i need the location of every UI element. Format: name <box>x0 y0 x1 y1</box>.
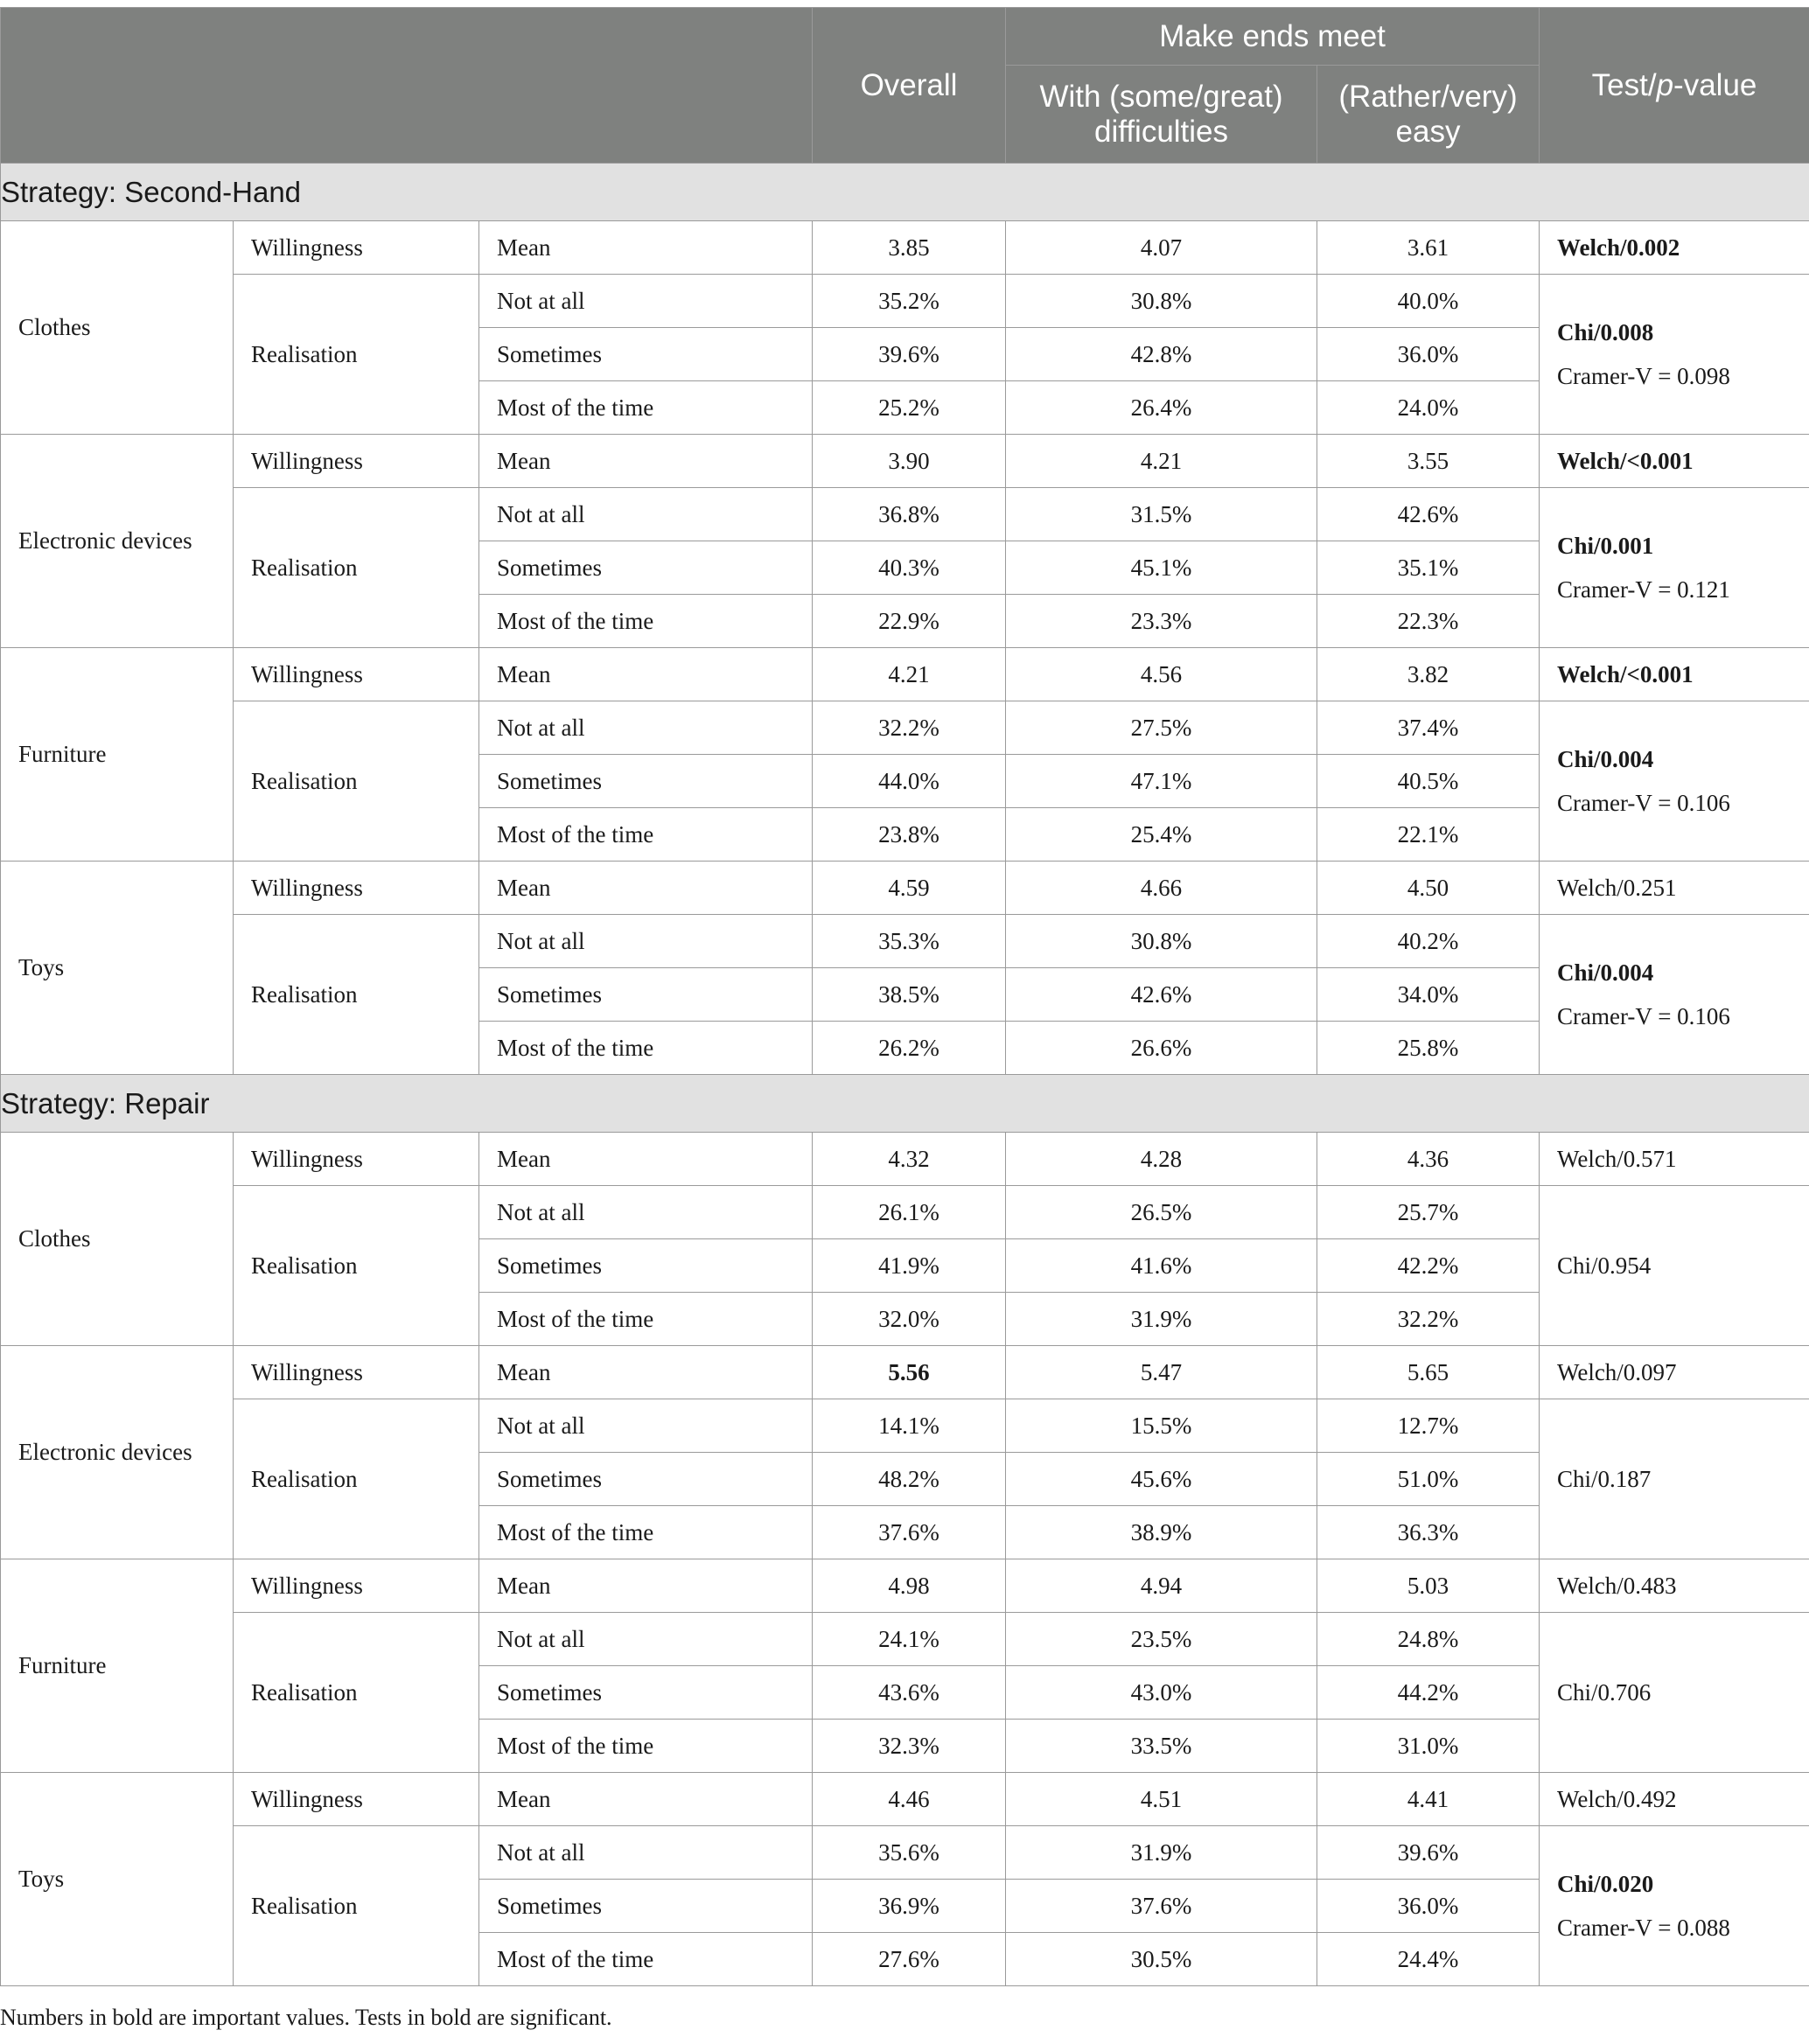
percent-value: 26.5% <box>1006 1186 1317 1239</box>
percent-value: 45.6% <box>1006 1453 1317 1506</box>
chi-test: Chi/0.020 <box>1557 1871 1654 1897</box>
percent-value: 42.6% <box>1317 488 1540 541</box>
mean-value: 3.61 <box>1317 221 1540 275</box>
mean-value: 4.21 <box>1006 435 1317 488</box>
willingness-label: Willingness <box>234 648 479 701</box>
mean-value: 4.94 <box>1006 1559 1317 1613</box>
mean-label: Mean <box>479 862 813 915</box>
welch-test: Welch/<0.001 <box>1540 648 1809 701</box>
table-row <box>1 1559 1809 1613</box>
chi-test-cell <box>1540 488 1809 648</box>
section-title: Strategy: Repair <box>1 1075 1809 1133</box>
chi-test-cell <box>1540 915 1809 1075</box>
percent-value: 26.2% <box>813 1022 1006 1075</box>
mean-value: 5.56 <box>813 1346 1006 1399</box>
cramer-v: Cramer-V = 0.121 <box>1557 576 1730 603</box>
cramer-v: Cramer-V = 0.088 <box>1557 1915 1730 1941</box>
welch-test: Welch/<0.001 <box>1540 435 1809 488</box>
percent-value: 12.7% <box>1317 1399 1540 1453</box>
header-test-prefix: Test/ <box>1591 67 1657 102</box>
table-row <box>1 1613 1809 1666</box>
mean-value: 4.07 <box>1006 221 1317 275</box>
response-label: Sometimes <box>479 1453 813 1506</box>
mean-value: 3.55 <box>1317 435 1540 488</box>
percent-value: 14.1% <box>813 1399 1006 1453</box>
percent-value: 32.2% <box>1317 1293 1540 1346</box>
chi-test-cell <box>1540 1399 1809 1559</box>
header-with-difficulties: With (some/great) difficulties <box>1006 66 1317 164</box>
mean-value: 4.56 <box>1006 648 1317 701</box>
table-row <box>1 648 1809 701</box>
realisation-label: Realisation <box>234 1613 479 1773</box>
mean-value: 4.41 <box>1317 1773 1540 1826</box>
percent-value: 38.5% <box>813 968 1006 1022</box>
table-row <box>1 435 1809 488</box>
item-name: Electronic devices <box>1 1346 234 1559</box>
cramer-v: Cramer-V = 0.098 <box>1557 363 1730 389</box>
percent-value: 35.6% <box>813 1826 1006 1880</box>
percent-value: 41.6% <box>1006 1239 1317 1293</box>
mean-label: Mean <box>479 1773 813 1826</box>
mean-value: 4.21 <box>813 648 1006 701</box>
percent-value: 26.6% <box>1006 1022 1317 1075</box>
mean-value: 4.36 <box>1317 1133 1540 1186</box>
percent-value: 30.8% <box>1006 915 1317 968</box>
item-name: Toys <box>1 1773 234 1986</box>
percent-value: 25.2% <box>813 381 1006 435</box>
percent-value: 23.8% <box>813 808 1006 862</box>
table-row <box>1 1133 1809 1186</box>
item-name: Clothes <box>1 1133 234 1346</box>
percent-value: 25.7% <box>1317 1186 1540 1239</box>
table-row <box>1 1346 1809 1399</box>
percent-value: 23.3% <box>1006 595 1317 648</box>
response-label: Not at all <box>479 275 813 328</box>
table-row <box>1 1186 1809 1239</box>
percent-value: 39.6% <box>813 328 1006 381</box>
header-make-ends-meet: Make ends meet <box>1006 8 1540 66</box>
table-row <box>1 862 1809 915</box>
realisation-label: Realisation <box>234 488 479 648</box>
header-test-p: p <box>1656 67 1674 102</box>
header-overall: Overall <box>813 8 1006 164</box>
response-label: Not at all <box>479 1186 813 1239</box>
section-row <box>1 1075 1809 1133</box>
response-label: Sometimes <box>479 755 813 808</box>
chi-test: Chi/0.706 <box>1557 1679 1652 1706</box>
header-rather-very-easy: (Rather/very) easy <box>1317 66 1540 164</box>
mean-value: 4.46 <box>813 1773 1006 1826</box>
percent-value: 25.4% <box>1006 808 1317 862</box>
realisation-label: Realisation <box>234 1826 479 1986</box>
percent-value: 32.2% <box>813 701 1006 755</box>
percent-value: 40.0% <box>1317 275 1540 328</box>
item-name: Clothes <box>1 221 234 435</box>
table-row <box>1 221 1809 275</box>
response-label: Not at all <box>479 488 813 541</box>
realisation-label: Realisation <box>234 915 479 1075</box>
percent-value: 31.5% <box>1006 488 1317 541</box>
chi-test: Chi/0.187 <box>1557 1466 1652 1492</box>
realisation-label: Realisation <box>234 275 479 435</box>
welch-test: Welch/0.097 <box>1540 1346 1809 1399</box>
percent-value: 22.3% <box>1317 595 1540 648</box>
percent-value: 42.2% <box>1317 1239 1540 1293</box>
table-footnote: Numbers in bold are important values. Tests in bold are significant. <box>0 2005 612 2030</box>
response-label: Most of the time <box>479 808 813 862</box>
mean-label: Mean <box>479 221 813 275</box>
welch-test: Welch/0.492 <box>1540 1773 1809 1826</box>
percent-value: 44.2% <box>1317 1666 1540 1720</box>
response-label: Most of the time <box>479 1293 813 1346</box>
realisation-label: Realisation <box>234 1399 479 1559</box>
response-label: Sometimes <box>479 1239 813 1293</box>
percent-value: 36.0% <box>1317 1880 1540 1933</box>
percent-value: 39.6% <box>1317 1826 1540 1880</box>
mean-value: 5.47 <box>1006 1346 1317 1399</box>
percent-value: 34.0% <box>1317 968 1540 1022</box>
percent-value: 23.5% <box>1006 1613 1317 1666</box>
item-name: Toys <box>1 862 234 1075</box>
mean-value: 4.51 <box>1006 1773 1317 1826</box>
response-label: Sometimes <box>479 328 813 381</box>
percent-value: 26.1% <box>813 1186 1006 1239</box>
chi-test-cell <box>1540 701 1809 862</box>
chi-test-cell <box>1540 1186 1809 1346</box>
cramer-v: Cramer-V = 0.106 <box>1557 1003 1730 1029</box>
percent-value: 36.0% <box>1317 328 1540 381</box>
willingness-label: Willingness <box>234 1559 479 1613</box>
header-blank <box>1 8 813 164</box>
table-row <box>1 1773 1809 1826</box>
mean-value: 5.03 <box>1317 1559 1540 1613</box>
realisation-label: Realisation <box>234 1186 479 1346</box>
response-label: Not at all <box>479 1613 813 1666</box>
response-label: Sometimes <box>479 968 813 1022</box>
percent-value: 36.3% <box>1317 1506 1540 1559</box>
response-label: Sometimes <box>479 1880 813 1933</box>
percent-value: 35.3% <box>813 915 1006 968</box>
percent-value: 30.8% <box>1006 275 1317 328</box>
percent-value: 45.1% <box>1006 541 1317 595</box>
response-label: Most of the time <box>479 1933 813 1986</box>
percent-value: 40.5% <box>1317 755 1540 808</box>
percent-value: 48.2% <box>813 1453 1006 1506</box>
response-label: Most of the time <box>479 381 813 435</box>
mean-value: 5.65 <box>1317 1346 1540 1399</box>
percent-value: 43.6% <box>813 1666 1006 1720</box>
cramer-v: Cramer-V = 0.106 <box>1557 790 1730 816</box>
willingness-label: Willingness <box>234 1773 479 1826</box>
table-row <box>1 915 1809 968</box>
percent-value: 42.6% <box>1006 968 1317 1022</box>
percent-value: 27.5% <box>1006 701 1317 755</box>
chi-test-cell <box>1540 1826 1809 1986</box>
response-label: Most of the time <box>479 1720 813 1773</box>
percent-value: 26.4% <box>1006 381 1317 435</box>
percent-value: 15.5% <box>1006 1399 1317 1453</box>
mean-label: Mean <box>479 1346 813 1399</box>
chi-test-cell <box>1540 275 1809 435</box>
percent-value: 38.9% <box>1006 1506 1317 1559</box>
response-label: Not at all <box>479 1399 813 1453</box>
percent-value: 31.0% <box>1317 1720 1540 1773</box>
percent-value: 24.0% <box>1317 381 1540 435</box>
table-row <box>1 701 1809 755</box>
percent-value: 24.1% <box>813 1613 1006 1666</box>
item-name: Furniture <box>1 1559 234 1773</box>
item-name: Electronic devices <box>1 435 234 648</box>
willingness-label: Willingness <box>234 1133 479 1186</box>
response-label: Most of the time <box>479 1506 813 1559</box>
realisation-label: Realisation <box>234 701 479 862</box>
percent-value: 47.1% <box>1006 755 1317 808</box>
mean-value: 4.98 <box>813 1559 1006 1613</box>
table-row <box>1 488 1809 541</box>
chi-test: Chi/0.954 <box>1557 1252 1652 1279</box>
mean-value: 4.59 <box>813 862 1006 915</box>
response-label: Not at all <box>479 1826 813 1880</box>
header-test-p-value <box>1540 8 1809 164</box>
percent-value: 36.9% <box>813 1880 1006 1933</box>
chi-test-cell <box>1540 1613 1809 1773</box>
percent-value: 33.5% <box>1006 1720 1317 1773</box>
table-row <box>1 1399 1809 1453</box>
response-label: Most of the time <box>479 595 813 648</box>
item-name: Furniture <box>1 648 234 862</box>
chi-test: Chi/0.008 <box>1557 319 1654 345</box>
response-label: Most of the time <box>479 1022 813 1075</box>
response-label: Not at all <box>479 915 813 968</box>
section-row <box>1 164 1809 221</box>
percent-value: 22.9% <box>813 595 1006 648</box>
welch-test: Welch/0.002 <box>1540 221 1809 275</box>
mean-value: 3.85 <box>813 221 1006 275</box>
chi-test: Chi/0.004 <box>1557 959 1654 986</box>
welch-test: Welch/0.251 <box>1540 862 1809 915</box>
percent-value: 30.5% <box>1006 1933 1317 1986</box>
percent-value: 41.9% <box>813 1239 1006 1293</box>
percent-value: 40.3% <box>813 541 1006 595</box>
mean-value: 4.28 <box>1006 1133 1317 1186</box>
table-row <box>1 1826 1809 1880</box>
table-header <box>1 8 1809 164</box>
mean-value: 3.82 <box>1317 648 1540 701</box>
response-label: Sometimes <box>479 541 813 595</box>
percent-value: 22.1% <box>1317 808 1540 862</box>
response-label: Sometimes <box>479 1666 813 1720</box>
header-test-suffix: -value <box>1673 67 1757 102</box>
mean-label: Mean <box>479 435 813 488</box>
response-label: Not at all <box>479 701 813 755</box>
mean-label: Mean <box>479 1133 813 1186</box>
mean-value: 3.90 <box>813 435 1006 488</box>
mean-label: Mean <box>479 648 813 701</box>
percent-value: 35.2% <box>813 275 1006 328</box>
percent-value: 42.8% <box>1006 328 1317 381</box>
mean-value: 4.66 <box>1006 862 1317 915</box>
percent-value: 35.1% <box>1317 541 1540 595</box>
willingness-label: Willingness <box>234 1346 479 1399</box>
welch-test: Welch/0.571 <box>1540 1133 1809 1186</box>
willingness-label: Willingness <box>234 435 479 488</box>
percent-value: 32.0% <box>813 1293 1006 1346</box>
section-title: Strategy: Second-Hand <box>1 164 1809 221</box>
chi-test: Chi/0.001 <box>1557 533 1654 559</box>
percent-value: 51.0% <box>1317 1453 1540 1506</box>
percent-value: 44.0% <box>813 755 1006 808</box>
percent-value: 37.4% <box>1317 701 1540 755</box>
table-body <box>1 164 1809 1986</box>
percent-value: 27.6% <box>813 1933 1006 1986</box>
willingness-label: Willingness <box>234 221 479 275</box>
mean-value: 4.50 <box>1317 862 1540 915</box>
percent-value: 31.9% <box>1006 1826 1317 1880</box>
chi-test: Chi/0.004 <box>1557 746 1654 772</box>
percent-value: 43.0% <box>1006 1666 1317 1720</box>
percent-value: 24.8% <box>1317 1613 1540 1666</box>
welch-test: Welch/0.483 <box>1540 1559 1809 1613</box>
willingness-label: Willingness <box>234 862 479 915</box>
mean-value: 4.32 <box>813 1133 1006 1186</box>
percent-value: 36.8% <box>813 488 1006 541</box>
percent-value: 24.4% <box>1317 1933 1540 1986</box>
percent-value: 25.8% <box>1317 1022 1540 1075</box>
percent-value: 37.6% <box>1006 1880 1317 1933</box>
table-row <box>1 275 1809 328</box>
percent-value: 31.9% <box>1006 1293 1317 1346</box>
percent-value: 37.6% <box>813 1506 1006 1559</box>
mean-label: Mean <box>479 1559 813 1613</box>
results-table <box>0 7 1809 1986</box>
percent-value: 40.2% <box>1317 915 1540 968</box>
percent-value: 32.3% <box>813 1720 1006 1773</box>
